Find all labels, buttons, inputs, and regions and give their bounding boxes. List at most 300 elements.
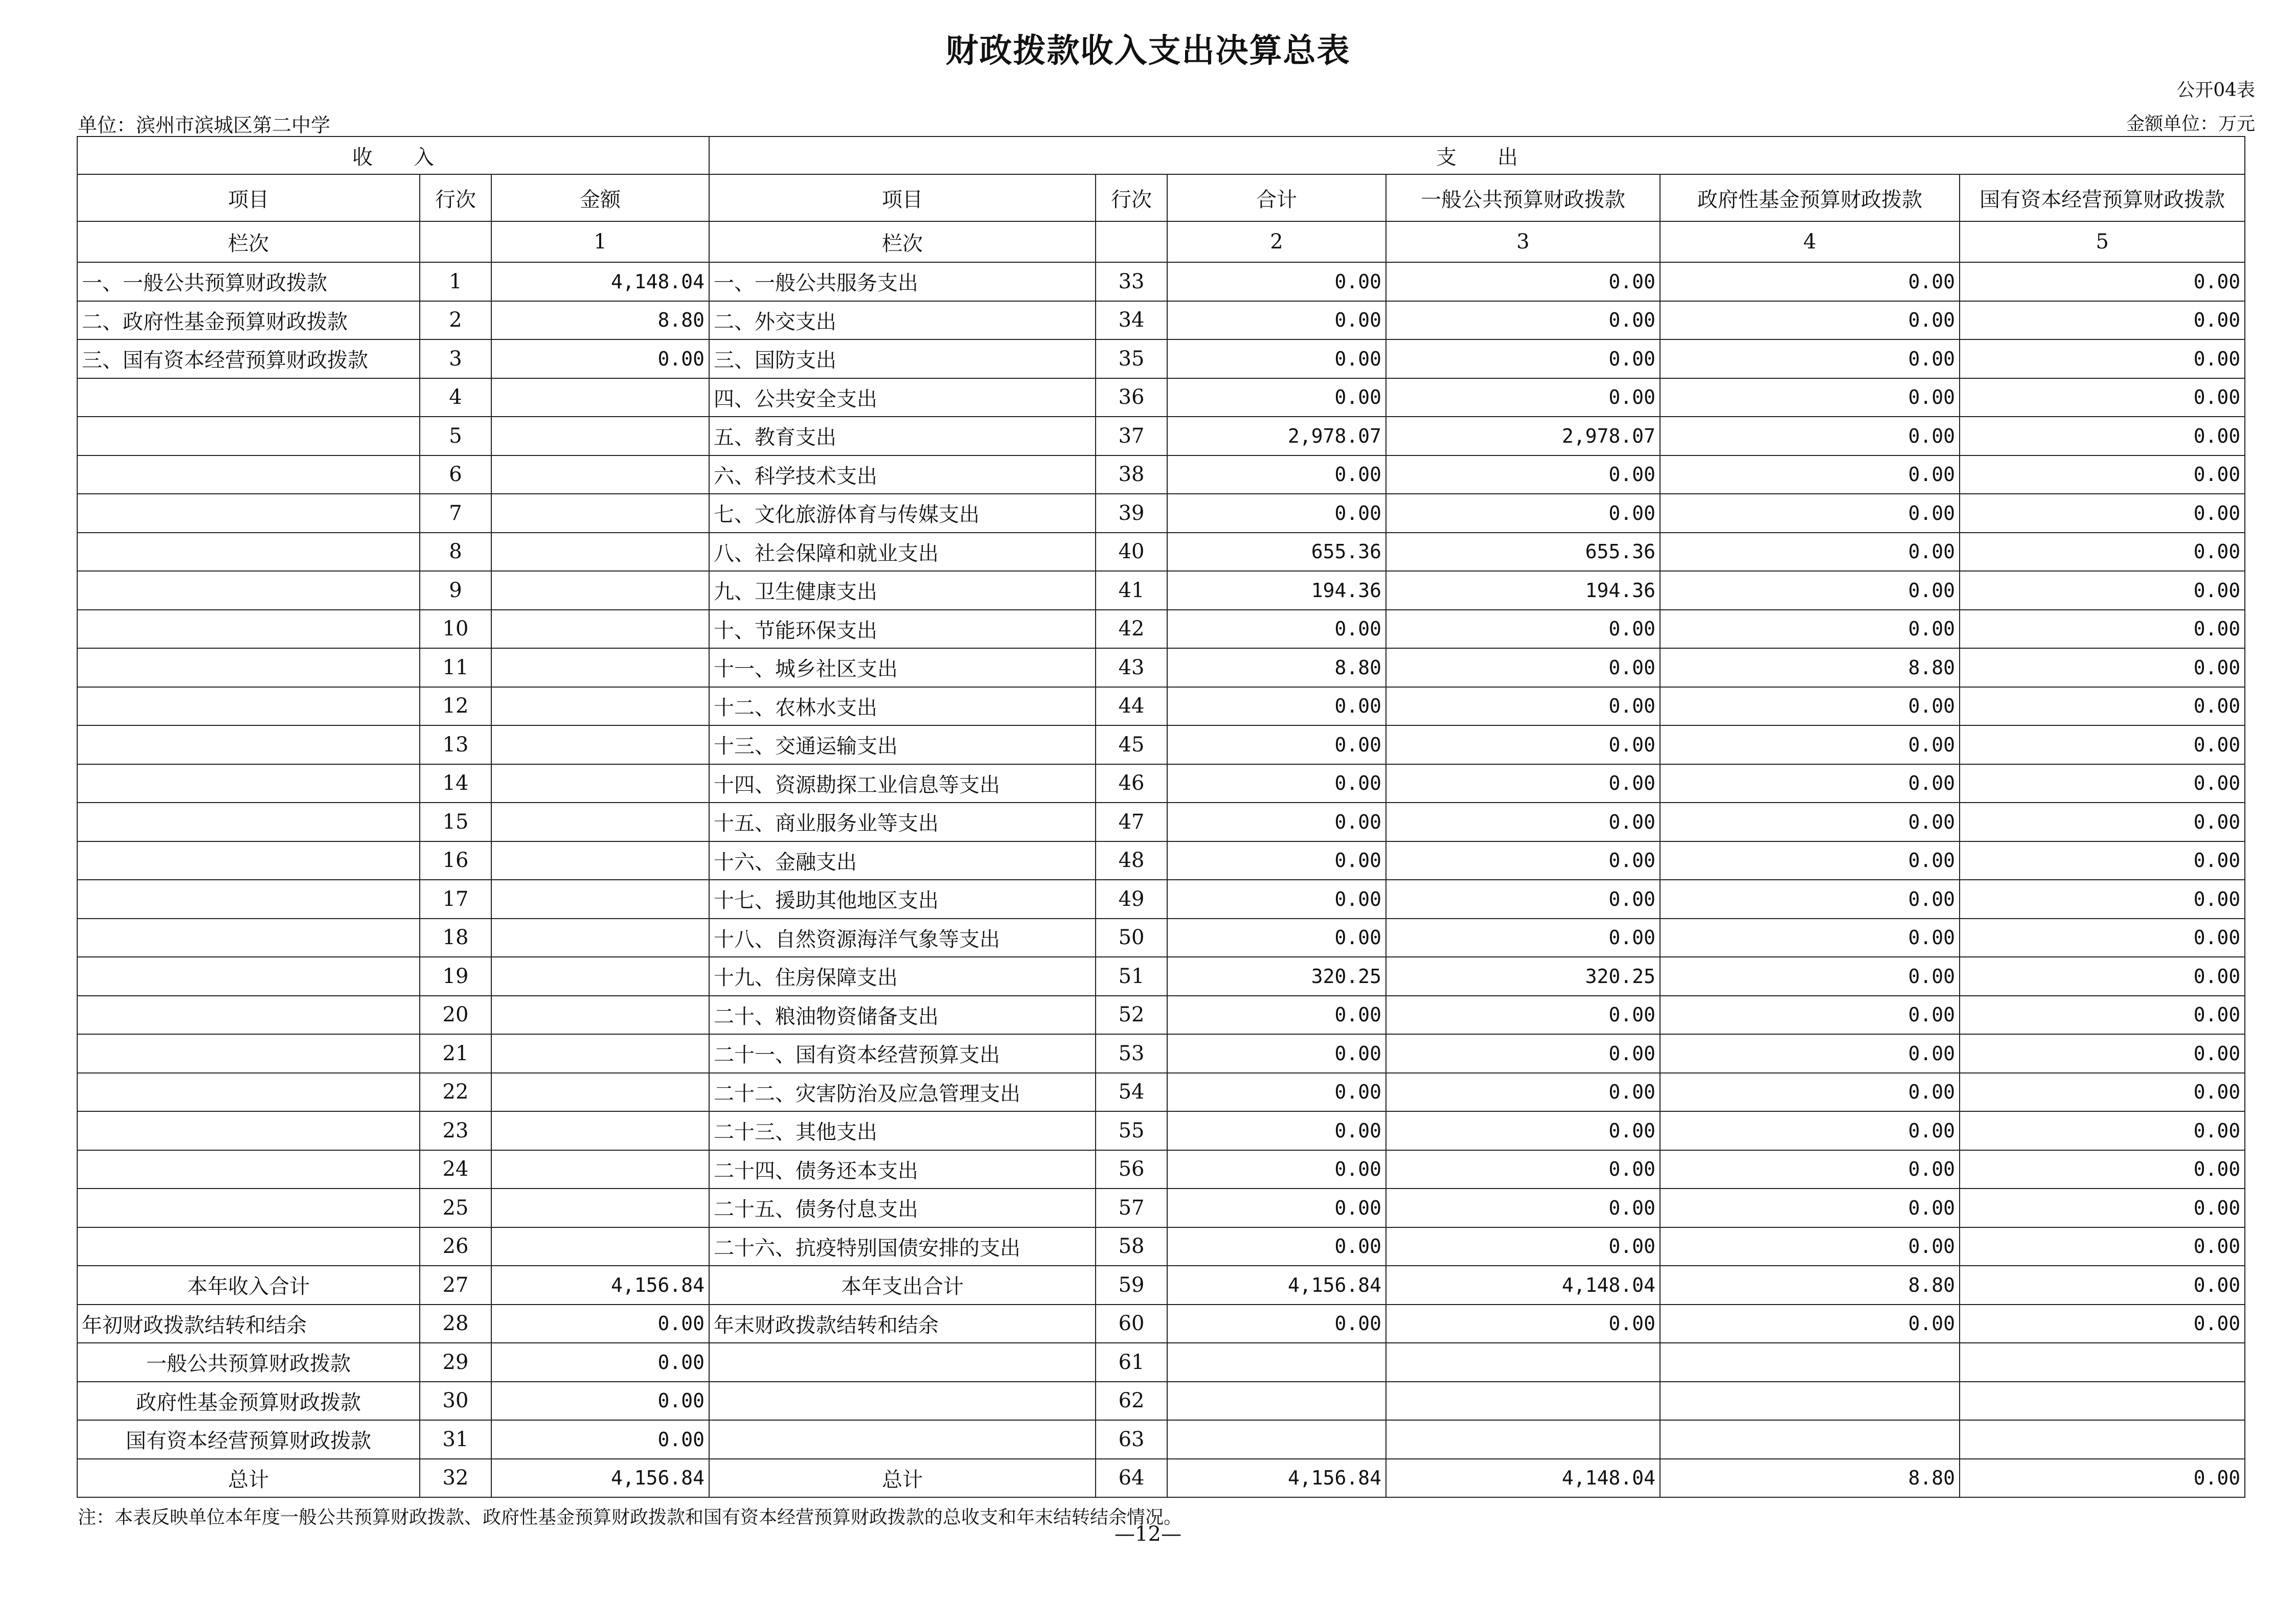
income-line-cell: 29	[420, 1343, 491, 1382]
general-budget-cell: 4,148.04	[1386, 1459, 1660, 1498]
expense-total-cell: 0.00	[1167, 1305, 1386, 1343]
income-item-cell	[77, 919, 420, 957]
state-capital-cell: 0.00	[1960, 996, 2245, 1035]
expense-total-cell	[1167, 1382, 1386, 1421]
table-row	[77, 571, 2245, 610]
state-capital-cell: 0.00	[1960, 1189, 2245, 1227]
state-capital-cell: 0.00	[1960, 1459, 2245, 1498]
income-item-cell: 二、政府性基金预算财政拨款	[77, 301, 420, 340]
expense-total-cell: 4,156.84	[1167, 1459, 1386, 1498]
income-amount-cell: 0.00	[491, 1305, 709, 1343]
state-capital-cell: 0.00	[1960, 533, 2245, 572]
expense-line-cell: 45	[1096, 725, 1167, 764]
expense-item-cell: 二、外交支出	[709, 301, 1096, 340]
expense-total-cell: 0.00	[1167, 301, 1386, 340]
expense-item-cell: 七、文化旅游体育与传媒支出	[709, 494, 1096, 533]
expense-line-cell: 54	[1096, 1073, 1167, 1112]
income-line-cell: 26	[420, 1227, 491, 1266]
gov-fund-cell: 0.00	[1660, 262, 1960, 301]
expense-line-header: 行次	[1096, 174, 1167, 221]
state-capital-cell: 0.00	[1960, 957, 2245, 996]
general-budget-cell: 0.00	[1386, 378, 1660, 417]
income-item-cell	[77, 378, 420, 417]
expense-line-cell: 64	[1096, 1459, 1167, 1498]
table-row	[77, 1459, 2245, 1498]
income-line-cell: 32	[420, 1459, 491, 1498]
gov-fund-cell: 8.80	[1660, 1266, 1960, 1305]
expense-total-cell: 0.00	[1167, 996, 1386, 1035]
general-budget-cell: 0.00	[1386, 262, 1660, 301]
general-budget-cell: 0.00	[1386, 725, 1660, 764]
income-amount-cell: 4,148.04	[491, 262, 709, 301]
gov-fund-cell: 0.00	[1660, 301, 1960, 340]
expense-total-cell: 0.00	[1167, 1150, 1386, 1189]
state-capital-header: 国有资本经营预算财政拨款	[1960, 174, 2245, 221]
expense-line-cell: 63	[1096, 1420, 1167, 1459]
income-amount-header: 金额	[491, 174, 709, 221]
expense-line-cell: 50	[1096, 919, 1167, 957]
income-line-cell: 19	[420, 957, 491, 996]
gov-fund-cell	[1660, 1343, 1960, 1382]
income-item-cell	[77, 1227, 420, 1266]
gov-fund-cell: 0.00	[1660, 1189, 1960, 1227]
state-capital-cell: 0.00	[1960, 417, 2245, 455]
expense-total-cell: 0.00	[1167, 1227, 1386, 1266]
col-number-3: 3	[1386, 221, 1660, 262]
gov-fund-cell: 0.00	[1660, 455, 1960, 494]
general-budget-cell: 0.00	[1386, 1034, 1660, 1073]
income-line-cell: 24	[420, 1150, 491, 1189]
income-item-cell	[77, 687, 420, 726]
income-item-cell	[77, 841, 420, 880]
expense-item-cell: 十七、援助其他地区支出	[709, 880, 1096, 919]
income-item-cell: 总计	[77, 1459, 420, 1498]
expense-item-cell: 十八、自然资源海洋气象等支出	[709, 919, 1096, 957]
income-amount-cell	[491, 1150, 709, 1189]
expense-total-cell: 0.00	[1167, 880, 1386, 919]
report-title: 财政拨款收入支出决算总表	[945, 32, 1351, 70]
general-budget-cell: 0.00	[1386, 494, 1660, 533]
expense-total-cell: 0.00	[1167, 1111, 1386, 1150]
state-capital-cell	[1960, 1343, 2245, 1382]
expense-item-cell: 六、科学技术支出	[709, 455, 1096, 494]
table-row	[77, 262, 2245, 301]
state-capital-cell: 0.00	[1960, 1266, 2245, 1305]
expense-item-cell: 总计	[709, 1459, 1096, 1498]
expense-item-cell: 十三、交通运输支出	[709, 725, 1096, 764]
table-row	[77, 1343, 2245, 1382]
expense-line-cell: 58	[1096, 1227, 1167, 1266]
gov-fund-cell: 0.00	[1660, 803, 1960, 841]
general-budget-cell: 0.00	[1386, 1305, 1660, 1343]
general-budget-cell: 0.00	[1386, 687, 1660, 726]
expense-line-cell: 40	[1096, 533, 1167, 572]
expense-item-cell: 十四、资源勘探工业信息等支出	[709, 764, 1096, 803]
gov-fund-cell: 0.00	[1660, 957, 1960, 996]
expense-item-cell: 二十二、灾害防治及应急管理支出	[709, 1073, 1096, 1112]
state-capital-cell: 0.00	[1960, 1227, 2245, 1266]
income-item-cell	[77, 764, 420, 803]
general-budget-cell: 0.00	[1386, 455, 1660, 494]
gov-fund-cell: 0.00	[1660, 1073, 1960, 1112]
general-budget-cell	[1386, 1343, 1660, 1382]
income-item-cell	[77, 725, 420, 764]
expense-total-cell: 0.00	[1167, 610, 1386, 649]
income-item-cell	[77, 1189, 420, 1227]
table-row	[77, 687, 2245, 726]
table-row	[77, 301, 2245, 340]
state-capital-cell: 0.00	[1960, 262, 2245, 301]
state-capital-cell: 0.00	[1960, 494, 2245, 533]
income-item-cell	[77, 1150, 420, 1189]
state-capital-cell: 0.00	[1960, 1111, 2245, 1150]
table-row	[77, 610, 2245, 649]
expense-line-cell: 60	[1096, 1305, 1167, 1343]
gov-fund-cell: 0.00	[1660, 494, 1960, 533]
gov-fund-cell: 0.00	[1660, 610, 1960, 649]
expense-line-cell: 62	[1096, 1382, 1167, 1421]
table-row	[77, 1305, 2245, 1343]
expense-total-cell: 320.25	[1167, 957, 1386, 996]
income-item-cell	[77, 417, 420, 455]
expense-total-cell: 8.80	[1167, 648, 1386, 687]
income-line-cell: 2	[420, 301, 491, 340]
expense-item-cell: 十六、金融支出	[709, 841, 1096, 880]
table-row	[77, 1034, 2245, 1073]
expense-line-cell: 57	[1096, 1189, 1167, 1227]
general-budget-header: 一般公共预算财政拨款	[1386, 174, 1660, 221]
income-item-cell: 政府性基金预算财政拨款	[77, 1382, 420, 1421]
income-line-cell: 16	[420, 841, 491, 880]
expense-line-cell: 56	[1096, 1150, 1167, 1189]
income-amount-cell	[491, 1227, 709, 1266]
general-budget-cell: 0.00	[1386, 996, 1660, 1035]
gov-fund-cell: 0.00	[1660, 378, 1960, 417]
income-amount-cell	[491, 687, 709, 726]
general-budget-cell: 0.00	[1386, 610, 1660, 649]
general-budget-cell: 0.00	[1386, 339, 1660, 378]
state-capital-cell: 0.00	[1960, 610, 2245, 649]
gov-fund-cell: 0.00	[1660, 571, 1960, 610]
general-budget-cell: 194.36	[1386, 571, 1660, 610]
general-budget-cell: 0.00	[1386, 301, 1660, 340]
income-amount-cell	[491, 571, 709, 610]
income-amount-cell: 0.00	[491, 339, 709, 378]
income-amount-cell	[491, 378, 709, 417]
income-line-cell: 23	[420, 1111, 491, 1150]
expense-total-cell: 0.00	[1167, 455, 1386, 494]
income-line-cell: 18	[420, 919, 491, 957]
income-line-cell: 4	[420, 378, 491, 417]
expense-col-label: 栏次	[709, 221, 1096, 262]
table-row	[77, 417, 2245, 455]
expense-item-cell: 二十五、债务付息支出	[709, 1189, 1096, 1227]
income-line-cell: 6	[420, 455, 491, 494]
general-budget-cell: 0.00	[1386, 1150, 1660, 1189]
expense-item-cell: 十二、农林水支出	[709, 687, 1096, 726]
table-row	[77, 996, 2245, 1035]
income-amount-cell	[491, 610, 709, 649]
gov-fund-cell: 0.00	[1660, 417, 1960, 455]
expense-line-cell: 39	[1096, 494, 1167, 533]
income-item-cell	[77, 880, 420, 919]
expense-total-cell	[1167, 1343, 1386, 1382]
expense-line-cell: 48	[1096, 841, 1167, 880]
income-amount-cell	[491, 996, 709, 1035]
income-amount-cell	[491, 1111, 709, 1150]
table-row	[77, 533, 2245, 572]
gov-fund-cell: 0.00	[1660, 1305, 1960, 1343]
general-budget-cell: 0.00	[1386, 1073, 1660, 1112]
state-capital-cell: 0.00	[1960, 919, 2245, 957]
table-row	[77, 1111, 2245, 1150]
income-item-cell: 一、一般公共预算财政拨款	[77, 262, 420, 301]
state-capital-cell: 0.00	[1960, 1073, 2245, 1112]
general-budget-cell: 0.00	[1386, 648, 1660, 687]
income-line-cell: 11	[420, 648, 491, 687]
income-line-cell: 3	[420, 339, 491, 378]
expense-item-cell	[709, 1343, 1096, 1382]
general-budget-cell: 0.00	[1386, 880, 1660, 919]
income-amount-cell: 4,156.84	[491, 1459, 709, 1498]
income-item-cell	[77, 1073, 420, 1112]
income-line-cell: 28	[420, 1305, 491, 1343]
income-item-cell	[77, 494, 420, 533]
expense-line-cell: 51	[1096, 957, 1167, 996]
expense-total-cell: 0.00	[1167, 1189, 1386, 1227]
expense-item-cell: 一、一般公共服务支出	[709, 262, 1096, 301]
state-capital-cell: 0.00	[1960, 687, 2245, 726]
state-capital-cell: 0.00	[1960, 1034, 2245, 1073]
state-capital-cell: 0.00	[1960, 301, 2245, 340]
table-row	[77, 1227, 2245, 1266]
income-line-cell: 22	[420, 1073, 491, 1112]
expense-item-cell: 二十六、抗疫特别国债安排的支出	[709, 1227, 1096, 1266]
expense-item-cell: 二十、粮油物资储备支出	[709, 996, 1096, 1035]
gov-fund-header: 政府性基金预算财政拨款	[1660, 174, 1960, 221]
general-budget-cell: 655.36	[1386, 533, 1660, 572]
general-budget-cell: 320.25	[1386, 957, 1660, 996]
gov-fund-cell: 0.00	[1660, 1227, 1960, 1266]
expense-line-cell: 44	[1096, 687, 1167, 726]
state-capital-cell: 0.00	[1960, 571, 2245, 610]
expense-section-header: 支 出	[709, 136, 2245, 174]
income-item-cell: 一般公共预算财政拨款	[77, 1343, 420, 1382]
expense-col-line-blank	[1096, 221, 1167, 262]
general-budget-cell: 0.00	[1386, 841, 1660, 880]
gov-fund-cell: 0.00	[1660, 725, 1960, 764]
income-line-cell: 8	[420, 533, 491, 572]
income-line-cell: 25	[420, 1189, 491, 1227]
expense-total-cell: 0.00	[1167, 1034, 1386, 1073]
gov-fund-cell: 8.80	[1660, 1459, 1960, 1498]
income-amount-cell	[491, 648, 709, 687]
expense-line-cell: 53	[1096, 1034, 1167, 1073]
state-capital-cell: 0.00	[1960, 880, 2245, 919]
expense-total-cell: 0.00	[1167, 725, 1386, 764]
state-capital-cell	[1960, 1382, 2245, 1421]
income-item-cell	[77, 533, 420, 572]
state-capital-cell: 0.00	[1960, 1305, 2245, 1343]
gov-fund-cell: 0.00	[1660, 687, 1960, 726]
income-amount-cell	[491, 455, 709, 494]
expense-line-cell: 43	[1096, 648, 1167, 687]
expense-line-cell: 55	[1096, 1111, 1167, 1150]
state-capital-cell: 0.00	[1960, 803, 2245, 841]
state-capital-cell: 0.00	[1960, 339, 2245, 378]
expense-item-cell: 三、国防支出	[709, 339, 1096, 378]
gov-fund-cell: 0.00	[1660, 1111, 1960, 1150]
income-amount-cell: 0.00	[491, 1420, 709, 1459]
gov-fund-cell: 0.00	[1660, 919, 1960, 957]
general-budget-cell	[1386, 1382, 1660, 1421]
general-budget-cell: 2,978.07	[1386, 417, 1660, 455]
income-line-cell: 7	[420, 494, 491, 533]
state-capital-cell: 0.00	[1960, 1150, 2245, 1189]
expense-total-cell: 0.00	[1167, 1073, 1386, 1112]
table-row	[77, 1189, 2245, 1227]
income-amount-cell: 8.80	[491, 301, 709, 340]
income-line-cell: 31	[420, 1420, 491, 1459]
expense-total-cell: 194.36	[1167, 571, 1386, 610]
income-item-cell	[77, 996, 420, 1035]
expense-line-cell: 37	[1096, 417, 1167, 455]
expense-item-cell: 八、社会保障和就业支出	[709, 533, 1096, 572]
state-capital-cell	[1960, 1420, 2245, 1459]
income-line-cell: 5	[420, 417, 491, 455]
income-section-header: 收 入	[77, 136, 709, 174]
expense-line-cell: 42	[1096, 610, 1167, 649]
table-row	[77, 725, 2245, 764]
expense-line-cell: 36	[1096, 378, 1167, 417]
income-line-cell: 9	[420, 571, 491, 610]
table-row	[77, 803, 2245, 841]
expense-total-cell	[1167, 1420, 1386, 1459]
income-item-cell	[77, 610, 420, 649]
table-row	[77, 455, 2245, 494]
expense-line-cell: 41	[1096, 571, 1167, 610]
table-row	[77, 378, 2245, 417]
income-item-cell	[77, 1111, 420, 1150]
income-line-cell: 20	[420, 996, 491, 1035]
income-item-cell	[77, 455, 420, 494]
expense-item-cell: 五、教育支出	[709, 417, 1096, 455]
income-amount-cell	[491, 919, 709, 957]
expense-item-cell: 本年支出合计	[709, 1266, 1096, 1305]
income-line-cell: 15	[420, 803, 491, 841]
expense-total-cell: 0.00	[1167, 764, 1386, 803]
income-amount-cell: 0.00	[491, 1343, 709, 1382]
general-budget-cell: 0.00	[1386, 1111, 1660, 1150]
income-amount-cell: 0.00	[491, 1382, 709, 1421]
expense-item-cell: 二十四、债务还本支出	[709, 1150, 1096, 1189]
income-item-cell: 三、国有资本经营预算财政拨款	[77, 339, 420, 378]
currency-unit: 金额单位：万元	[2126, 113, 2255, 134]
expense-line-cell: 61	[1096, 1343, 1167, 1382]
gov-fund-cell: 0.00	[1660, 533, 1960, 572]
income-item-cell	[77, 957, 420, 996]
expense-total-cell: 0.00	[1167, 803, 1386, 841]
income-col-line-blank	[420, 221, 491, 262]
income-amount-cell	[491, 1073, 709, 1112]
table-row	[77, 1382, 2245, 1421]
income-line-cell: 1	[420, 262, 491, 301]
income-amount-cell	[491, 725, 709, 764]
income-line-cell: 10	[420, 610, 491, 649]
expense-item-cell: 四、公共安全支出	[709, 378, 1096, 417]
expense-total-cell: 0.00	[1167, 687, 1386, 726]
col-number-2: 2	[1167, 221, 1386, 262]
state-capital-cell: 0.00	[1960, 841, 2245, 880]
income-amount-cell	[491, 764, 709, 803]
state-capital-cell: 0.00	[1960, 378, 2245, 417]
page-number: —12—	[1115, 1522, 1181, 1546]
expense-total-cell: 0.00	[1167, 919, 1386, 957]
expense-total-cell: 0.00	[1167, 339, 1386, 378]
gov-fund-cell: 0.00	[1660, 841, 1960, 880]
expense-item-cell: 九、卫生健康支出	[709, 571, 1096, 610]
expense-item-cell: 十九、住房保障支出	[709, 957, 1096, 996]
income-line-header: 行次	[420, 174, 491, 221]
expense-item-header: 项目	[709, 174, 1096, 221]
expense-total-cell: 0.00	[1167, 841, 1386, 880]
income-line-cell: 27	[420, 1266, 491, 1305]
income-item-cell: 年初财政拨款结转和结余	[77, 1305, 420, 1343]
income-item-cell: 国有资本经营预算财政拨款	[77, 1420, 420, 1459]
income-item-cell	[77, 571, 420, 610]
table-row	[77, 919, 2245, 957]
state-capital-cell: 0.00	[1960, 725, 2245, 764]
expense-total-cell: 0.00	[1167, 262, 1386, 301]
income-amount-cell	[491, 417, 709, 455]
gov-fund-cell: 0.00	[1660, 764, 1960, 803]
gov-fund-cell	[1660, 1382, 1960, 1421]
col-number-4: 4	[1660, 221, 1960, 262]
expense-line-cell: 34	[1096, 301, 1167, 340]
expense-item-cell: 十五、商业服务业等支出	[709, 803, 1096, 841]
table-row	[77, 1266, 2245, 1305]
table-row	[77, 880, 2245, 919]
income-line-cell: 12	[420, 687, 491, 726]
expense-item-cell: 十、节能环保支出	[709, 610, 1096, 649]
income-amount-cell: 4,156.84	[491, 1266, 709, 1305]
col-number-5: 5	[1960, 221, 2245, 262]
income-item-cell	[77, 1034, 420, 1073]
income-line-cell: 13	[420, 725, 491, 764]
expense-item-cell: 二十一、国有资本经营预算支出	[709, 1034, 1096, 1073]
income-amount-cell	[491, 1189, 709, 1227]
expense-line-cell: 35	[1096, 339, 1167, 378]
expense-total-cell: 4,156.84	[1167, 1266, 1386, 1305]
expense-line-cell: 52	[1096, 996, 1167, 1035]
table-row	[77, 841, 2245, 880]
expense-total-cell: 2,978.07	[1167, 417, 1386, 455]
income-amount-cell	[491, 957, 709, 996]
expense-line-cell: 59	[1096, 1266, 1167, 1305]
gov-fund-cell: 0.00	[1660, 880, 1960, 919]
gov-fund-cell: 0.00	[1660, 339, 1960, 378]
expense-total-cell: 0.00	[1167, 378, 1386, 417]
fiscal-summary-table	[77, 136, 2245, 1498]
gov-fund-cell: 8.80	[1660, 648, 1960, 687]
income-amount-cell	[491, 841, 709, 880]
table-row	[77, 957, 2245, 996]
expense-line-cell: 47	[1096, 803, 1167, 841]
state-capital-cell: 0.00	[1960, 648, 2245, 687]
general-budget-cell: 0.00	[1386, 803, 1660, 841]
expense-total-cell: 655.36	[1167, 533, 1386, 572]
table-row	[77, 1420, 2245, 1459]
